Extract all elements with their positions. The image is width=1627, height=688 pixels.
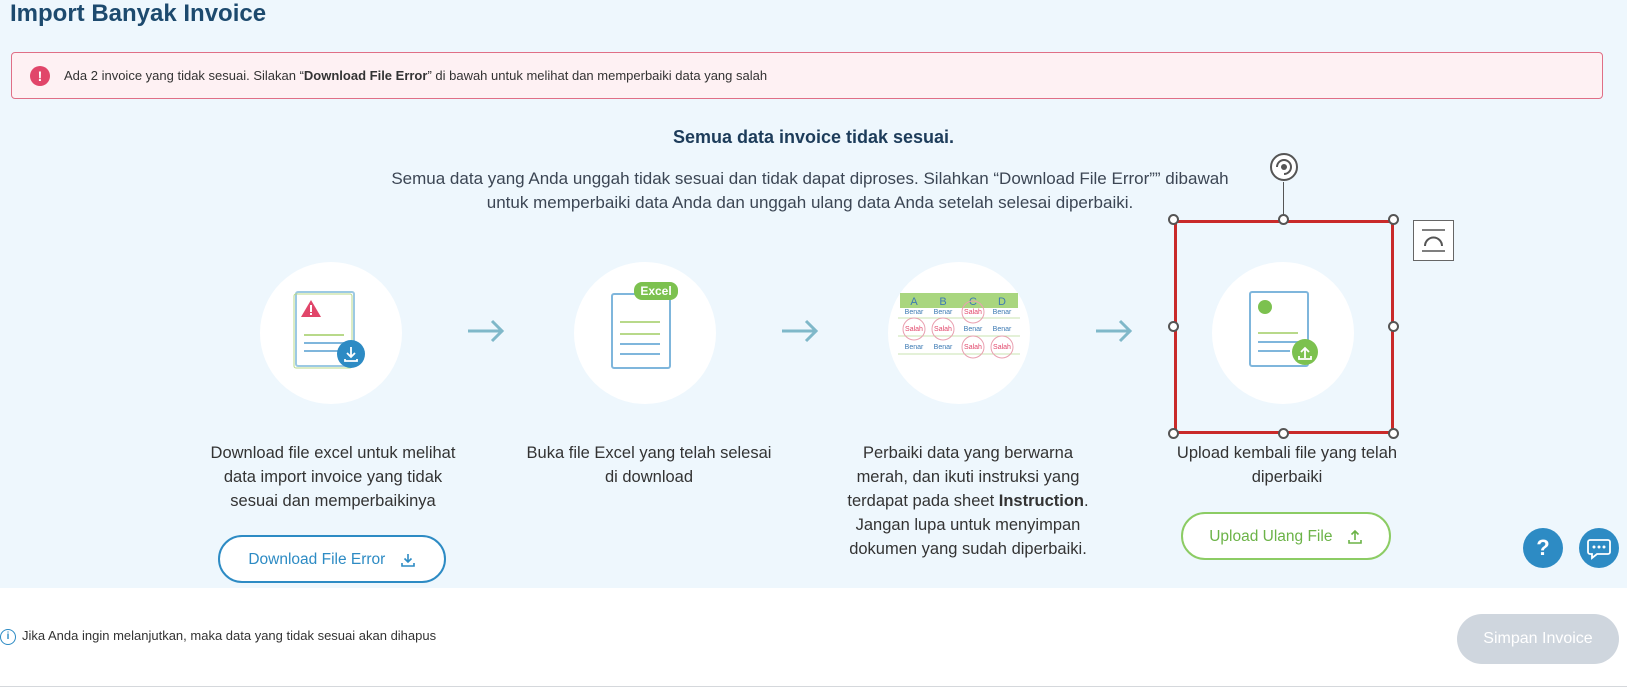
download-error-button[interactable] [218,535,446,583]
upload-icon [1347,529,1363,545]
arrow-right-icon [466,318,506,344]
cell: Salah [934,326,952,333]
cell: Benar [933,309,953,316]
cell: Benar [904,344,924,351]
arrow-right-icon [780,318,820,344]
resize-handle-nw[interactable] [1168,214,1179,225]
chat-button[interactable] [1579,528,1619,568]
footer-divider [0,686,1627,687]
page-title: Import Banyak Invoice [10,0,267,27]
resize-handle-n[interactable] [1278,214,1289,225]
footer-info [0,628,436,645]
alert-message: Ada 2 invoice yang tidak sesuai. Silakan “Download File Error” di bawah untuk melihat dan memperbaiki data yang salah [64,68,768,83]
text-wrap-icon [1414,221,1453,260]
layout-options-button[interactable] [1413,220,1454,261]
col-header: C [969,296,977,308]
step1-illustration [260,262,402,404]
excel-badge-label: Excel [640,284,672,298]
summary-heading: Semua data invoice tidak sesuai. [672,127,955,147]
selection-box[interactable] [1174,220,1394,434]
info-icon: i [0,629,16,645]
col-header: D [998,296,1006,308]
download-error-label: Download File Error [248,551,386,568]
cell: Benar [992,309,1012,316]
upload-again-label: Upload Ulang File [1209,528,1333,545]
spreadsheet-fix-icon [888,262,1030,404]
step2-illustration [574,262,716,404]
resize-handle-ne[interactable] [1388,214,1399,225]
cell: Salah [964,344,982,351]
save-invoice-button[interactable]: Simpan Invoice [1457,614,1619,664]
error-alert [11,52,1603,99]
cell: Benar [992,326,1012,333]
help-button[interactable]: ? [1523,528,1563,568]
download-icon [400,552,416,568]
chat-icon [1579,528,1619,568]
resize-handle-w[interactable] [1168,321,1179,332]
col-header: B [939,296,947,308]
resize-handle-se[interactable] [1388,428,1399,439]
resize-handle-e[interactable] [1388,321,1399,332]
step3-text: Perbaiki data yang berwarna merah, dan ikuti instruksi yang terdapat pada sheet Instruction. Jangan lupa untuk menyimpan dokumen yang sudah diperbaiki. [847,444,1089,558]
exclamation-icon: ! [30,66,50,86]
cell: Salah [964,309,982,316]
cell: Salah [993,344,1011,351]
step2-text: Buka file Excel yang telah selesai di download [526,444,772,486]
cell: Benar [904,309,924,316]
cell: Salah [905,326,923,333]
footer-info-text: Jika Anda ingin melanjutkan, maka data yang tidak sesuai akan dihapus [22,628,437,643]
resize-handle-s[interactable] [1278,428,1289,439]
rotate-handle-icon[interactable] [1267,150,1301,184]
cell: Benar [963,326,983,333]
upload-again-button[interactable] [1181,512,1391,560]
arrow-right-icon [1094,318,1134,344]
step1-text: Download file excel untuk melihat data import invoice yang tidak sesuai dan memperbaikinya [210,444,456,510]
col-header: A [910,296,918,308]
document-error-download-icon [260,262,402,404]
step4-text: Upload kembali file yang telah diperbaiki [1176,444,1398,486]
cell: Benar [933,344,953,351]
summary-description: Semua data yang Anda unggah tidak sesuai dan tidak dapat diproses. Silahkan “Download File Error”” dibawah untuk memperbaiki data Anda dan unggah ulang data Anda setelah selesai diperbaiki. [391,169,1229,212]
excel-document-icon [574,262,716,404]
resize-handle-sw[interactable] [1168,428,1179,439]
step3-illustration [888,262,1030,404]
